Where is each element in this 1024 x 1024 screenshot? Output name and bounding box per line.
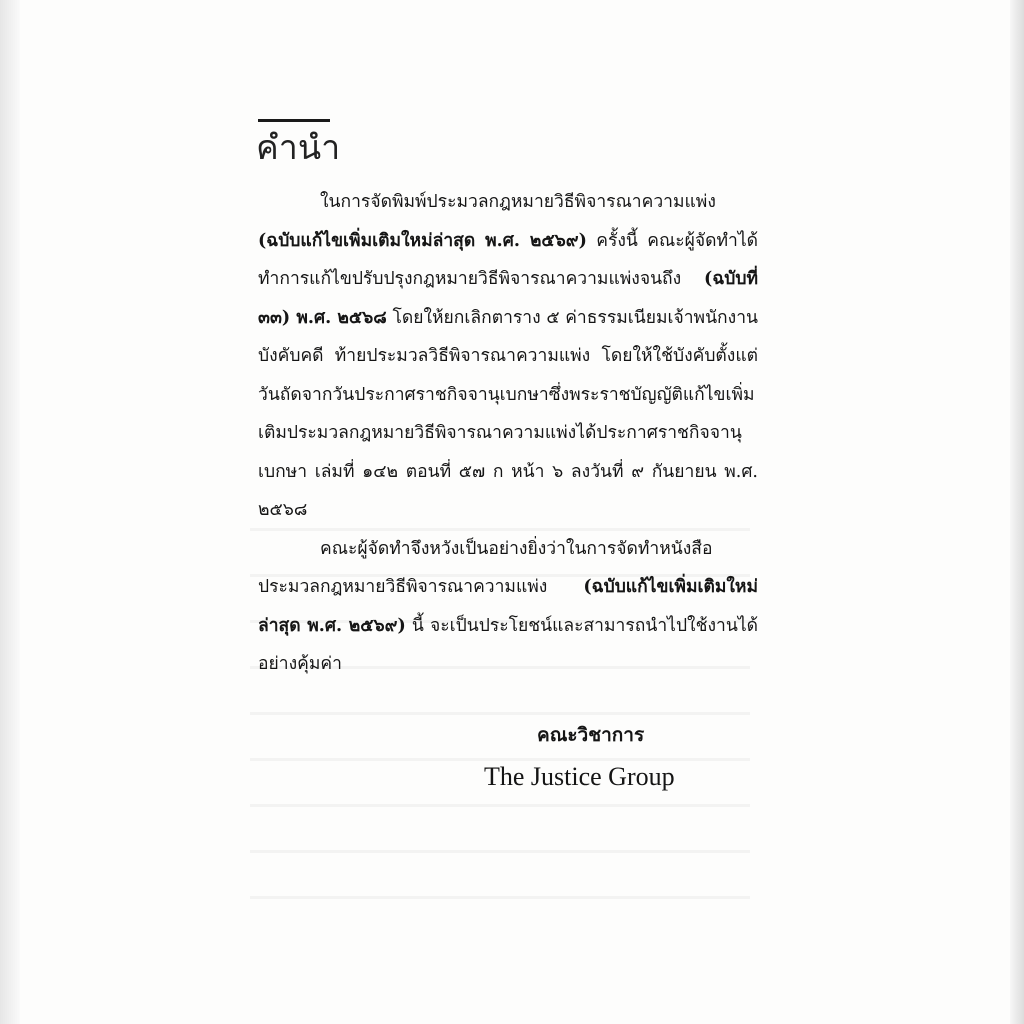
- paragraph-1-text-1: ในการจัดพิมพ์ประมวลกฎหมายวิธีพิจารณาความแพ่ง: [320, 192, 716, 212]
- page-title: คำนำ: [256, 128, 341, 168]
- title-rule: [258, 119, 330, 122]
- signature-english: The Justice Group: [484, 762, 675, 791]
- signature-thai: คณะวิชาการ: [537, 724, 645, 746]
- paragraph-1-bold-2: (ฉบับที่ ๓๓) พ.ศ. ๒๕๖๘: [258, 269, 758, 328]
- paragraph-2-bold-1: (ฉบับแก้ไขเพิ่มเติมใหม่ล่าสุด พ.ศ. ๒๕๖๙): [258, 577, 758, 636]
- preface-paragraph-1: [258, 183, 758, 530]
- paragraph-2-text-2: นี้ จะเป็นประโยชน์และสามารถนำไปใช้งานได้อย่างคุ้มค่า: [258, 615, 758, 674]
- paragraph-1-text-3: โดยให้ยกเลิกตาราง ๕ ค่าธรรมเนียมเจ้าพนักงานบังคับคดี ท้ายประมวลวิธีพิจารณาความแพ่ง โดยให้ใช้บังคับตั้งแต่วันถัดจากวันประกาศราชกิจจานุเบกษาซึ่งพระราชบัญญัติแก้ไขเพิ่มเติมประมวลกฎหมายวิธีพิจารณาความแพ่งได้ประกาศราชกิจจานุเบกษา เล่มที่ ๑๔๒ ตอนที่ ๕๗ ก หน้า ๖ ลงวันที่ ๙ กันยายน พ.ศ. ๒๕๖๘: [258, 307, 758, 520]
- paragraph-1-bold-1: (ฉบับแก้ไขเพิ่มเติมใหม่ล่าสุด พ.ศ. ๒๕๖๙): [258, 230, 587, 251]
- preface-body: [258, 183, 758, 684]
- paragraph-1-text-2: ครั้งนี้ คณะผู้จัดทำได้ทำการแก้ไขปรับปรุงกฎหมายวิธีพิจารณาความแพ่งจนถึง: [258, 230, 758, 289]
- page-edge-left: [0, 0, 20, 1024]
- paragraph-2-text-1: คณะผู้จัดทำจึงหวังเป็นอย่างยิ่งว่าในการจัดทำหนังสือประมวลกฎหมายวิธีพิจารณาความแพ่ง: [258, 538, 713, 597]
- preface-paragraph-2: [258, 530, 758, 684]
- page-edge-right: [1010, 0, 1024, 1024]
